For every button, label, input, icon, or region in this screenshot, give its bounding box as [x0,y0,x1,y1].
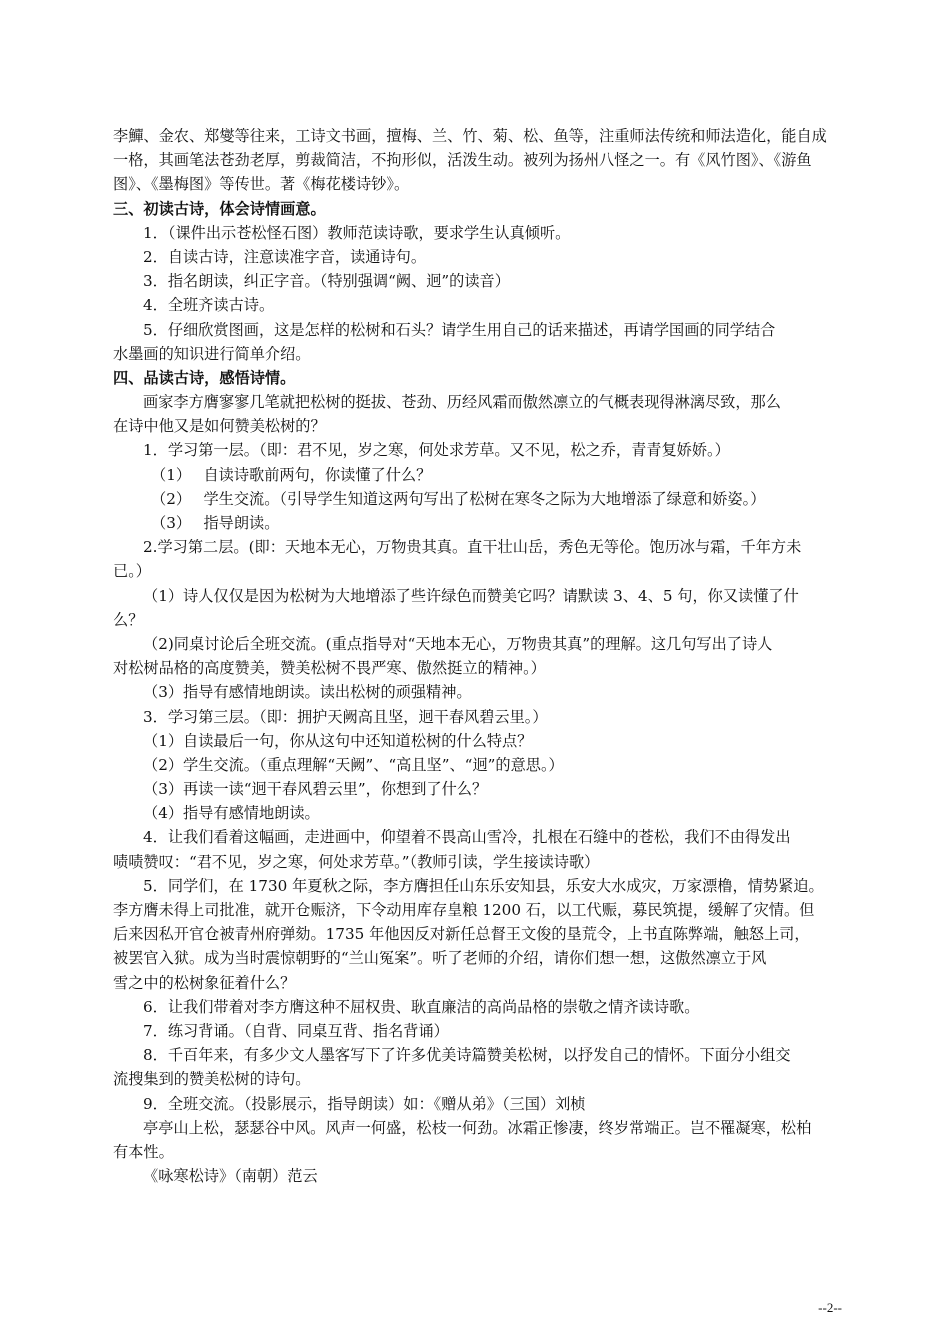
text-line: （3） 指导朗读。 [151,514,280,532]
text-line: 被罢官入狱。成为当时震惊朝野的“兰山冤案”。听了老师的介绍，请你们想一想，这傲然凛立于风 [113,949,767,968]
text-line: 6．让我们带着对李方膺这种不屈权贵、耿直廉洁的高尚品格的崇敬之情齐读诗歌。 [143,997,700,1016]
text-line: 5．仔细欣赏图画，这是怎样的松树和石头？请学生用自己的话来描述，再请学国画的同学结合 [143,320,776,339]
section-heading: 四、品读古诗，感悟诗情。 [113,368,296,387]
document-body [113,124,853,1188]
text-line: 1．学习第一层。（即：君不见，岁之寒，何处求芳草。又不见，松之乔，青青复娇娇。） [143,441,730,460]
text-line: 9．全班交流。（投影展示，指导朗读）如：《赠从弟》（三国）刘桢 [143,1094,586,1113]
text-line: 有本性。 [113,1142,174,1161]
text-line: 3．指名朗读，纠正字音。（特别强调“阙、迥”的读音） [143,272,510,291]
text-line: 3．学习第三层。（即：拥护天阙高且坚，迥干春风碧云里。） [143,707,548,726]
text-line: 5．同学们，在 1730 年夏秋之际，李方膺担任山东乐安知县，乐安大水成灾，万家漂橹，情势紧迫。 [143,876,824,895]
text-line: （3）指导有感情地朗读。读出松树的顽强精神。 [143,683,472,702]
text-line: 8．千百年来，有多少文人墨客写下了许多优美诗篇赞美松树，以抒发自己的情怀。下面分小组交 [143,1046,791,1065]
text-line: 《咏寒松诗》（南朝）范云 [143,1167,318,1186]
text-line: 亭亭山上松，瑟瑟谷中风。风声一何盛，松枝一何劲。冰霜正惨凄，终岁常端正。岂不罹凝寒，松柏 [143,1118,812,1137]
text-line: 流搜集到的赞美松树的诗句。 [113,1070,311,1089]
text-line: （2)同桌讨论后全班交流。(重点指导对“天地本无心，万物贵其真”的理解。这几句写出了诗人 [143,634,773,653]
text-line: （2）学生交流。（重点理解“天阙”、“高且坚”、“迥”的意思。） [143,755,564,774]
section-heading: 三、初读古诗，体会诗情画意。 [113,199,326,218]
text-line: 李方膺未得上司批准，就开仓赈济，下令动用库存皇粮 1200 石，以工代赈，募民筑提，缓解了灾情。但 [113,901,815,919]
text-line: （1）自读最后一句，你从这句中还知道松树的什么特点？ [143,731,533,750]
text-line: （2） 学生交流。（引导学生知道这两句写出了松树在寒冬之际为大地增添了绿意和娇姿。） [151,489,766,508]
text-line: （4）指导有感情地朗读。 [143,804,320,823]
text-line: 已。） [113,562,151,581]
text-line: 1．（课件出示苍松怪石图）教师范读诗歌，要求学生认真倾听。 [143,223,571,242]
text-line: 图》、《墨梅图》等传世。著《梅花楼诗钞》。 [113,175,410,194]
text-line: 4．全班齐读古诗。 [143,296,275,315]
text-line: 2．自读古诗，注意读准字音，读通诗句。 [143,247,427,266]
text-line: 4．让我们看着这幅画，走进画中，仰望着不畏高山雪冷，扎根在石缝中的苍松，我们不由得发出 [143,828,791,847]
page-number: --2-- [818,1300,842,1315]
text-line: 画家李方膺寥寥几笔就把松树的挺拔、苍劲、历经风霜而傲然凛立的气概表现得淋漓尽致，那么 [143,393,781,412]
text-line: 么？ [113,610,144,629]
text-line: （1） 自读诗歌前两句，你读懂了什么？ [151,465,432,484]
text-line: 后来因私开官仓被青州府弹劾。1735 年他因反对新任总督王文俊的垦荒令，上书直陈弊端，触怒上司， [113,925,810,944]
text-line: （1）诗人仅仅是因为松树为大地增添了些许绿色而赞美它吗？请默读 3、4、5 句，你又读懂了什 [143,586,799,605]
text-line: 一格，其画笔法苍劲老厚，剪裁简洁，不拘形似，活泼生动。被列为扬州八怪之一。有《风竹图》、《游鱼 [113,151,812,170]
text-line: 对松树品格的高度赞美，赞美松树不畏严寒、傲然挺立的精神。） [113,659,546,678]
text-line: （3）再读一读“迥干春风碧云里”，你想到了什么？ [143,780,488,799]
text-line: 在诗中他又是如何赞美松树的？ [113,417,326,436]
text-line: 啧啧赞叹：“君不见，岁之寒，何处求芳草。”（教师引读，学生接读诗歌） [113,852,600,871]
text-line: 水墨画的知识进行简单介绍。 [113,344,311,363]
text-line: 7．练习背诵。（自背、同桌互背、指名背诵） [143,1021,449,1040]
text-line: 雪之中的松树象征着什么？ [113,973,296,992]
text-line: 2.学习第二层。(即：天地本无心，万物贵其真。直干壮山岳，秀色无等伦。饱历冰与霜，千年方未 [143,538,802,557]
text-line: 李鱓、金农、郑燮等往来，工诗文书画，擅梅、兰、竹、菊、松、鱼等，注重师法传统和师法造化，能自成 [113,127,827,145]
